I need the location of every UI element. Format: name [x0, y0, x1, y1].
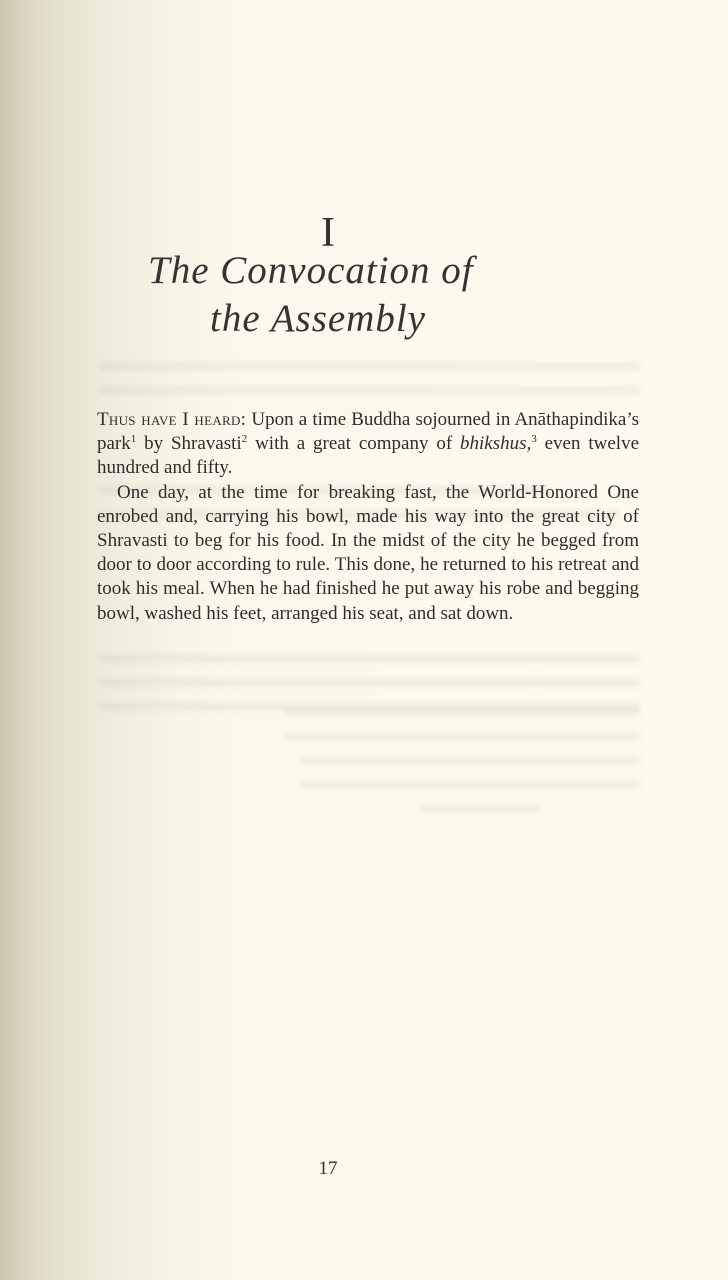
paragraph-second: One day, at the time for breaking fast, the World-Honored One enrobed and, carrying his bowl, made his way into the great city of Shravasti to beg for his food. In the midst of the city he begged from door to door according to rule. This done, he returned to his retreat and took his meal. When he had finished he put away his robe and begging bowl, washed his feet, arranged his seat, and sat down.: [97, 481, 639, 624]
paragraph-text: even twelve hundred and fifty.: [97, 433, 639, 479]
footnote-marker-1[interactable]: 1: [130, 433, 137, 446]
paragraph-opening: [97, 408, 639, 481]
paragraph-text: with a great company of: [247, 433, 461, 455]
footnote-marker-3[interactable]: 3: [531, 433, 537, 446]
chapter-title-line-1: The Convocation of: [148, 249, 474, 292]
chapter-title-line-2: the Assembly: [210, 297, 426, 340]
chapter-body: [97, 408, 639, 626]
opening-smallcaps: Thus have I heard:: [97, 409, 247, 430]
paragraph-text: by Shravasti: [136, 433, 242, 455]
page-number: 17: [318, 1158, 338, 1179]
chapter-number: I: [321, 210, 335, 256]
footnote-marker-2[interactable]: 2: [241, 433, 248, 446]
paragraph-text: Upon a time Buddha sojourned in Anāthapindika’s park: [97, 409, 639, 455]
italic-term: bhikshus,: [460, 433, 532, 455]
